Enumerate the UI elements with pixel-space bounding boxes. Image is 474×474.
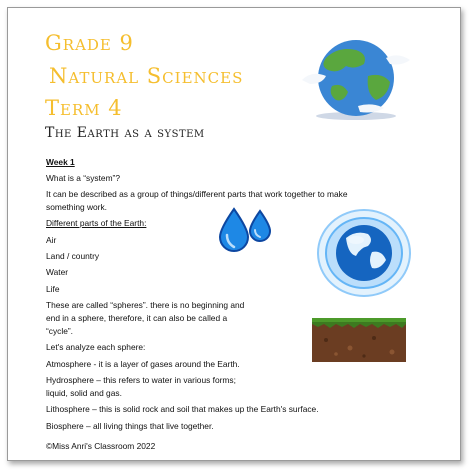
copyright-text: ©Miss Anri's Classroom 2022 — [46, 441, 156, 451]
analyze-text: Let's analyze each sphere: — [46, 342, 146, 352]
blue-globe-icon — [316, 208, 412, 298]
hydrosphere-line-1: Hydrosphere – this refers to water in various forms; — [46, 375, 236, 385]
biosphere-text: Biosphere – all living things that live together. — [46, 421, 214, 431]
title-grade: Grade 9 — [45, 31, 134, 55]
subtitle: The Earth as a system — [45, 125, 205, 141]
atmosphere-text: Atmosphere - it is a layer of gases around the Earth. — [46, 359, 240, 369]
hydrosphere-line-2: liquid, solid and gas. — [46, 388, 122, 398]
parts-heading: Different parts of the Earth: — [46, 218, 147, 228]
definition-line-2: something work. — [46, 202, 107, 212]
soil-block-icon — [312, 318, 406, 362]
title-term: Term 4 — [45, 96, 123, 120]
title-subject: Natural Sciences — [49, 64, 244, 88]
lithosphere-text: Lithosphere – this is solid rock and soil that makes up the Earth's surface. — [46, 404, 319, 414]
part-item-air: Air — [46, 235, 57, 245]
spheres-line-1: These are called “spheres”. there is no beginning and — [46, 300, 245, 310]
spheres-line-3: “cycle”. — [46, 326, 73, 336]
spheres-line-2: end in a sphere, therefore, it can also be called a — [46, 313, 228, 323]
question-text: What is a “system”? — [46, 173, 120, 183]
part-item-life: Life — [46, 284, 60, 294]
earth-globe-icon — [298, 36, 414, 120]
water-drops-icon — [212, 205, 274, 257]
part-item-water: Water — [46, 267, 69, 277]
week-heading: Week 1 — [46, 157, 75, 167]
part-item-land: Land / country — [46, 251, 100, 261]
definition-line-1: It can be described as a group of things/different parts that work together to make — [46, 189, 348, 199]
